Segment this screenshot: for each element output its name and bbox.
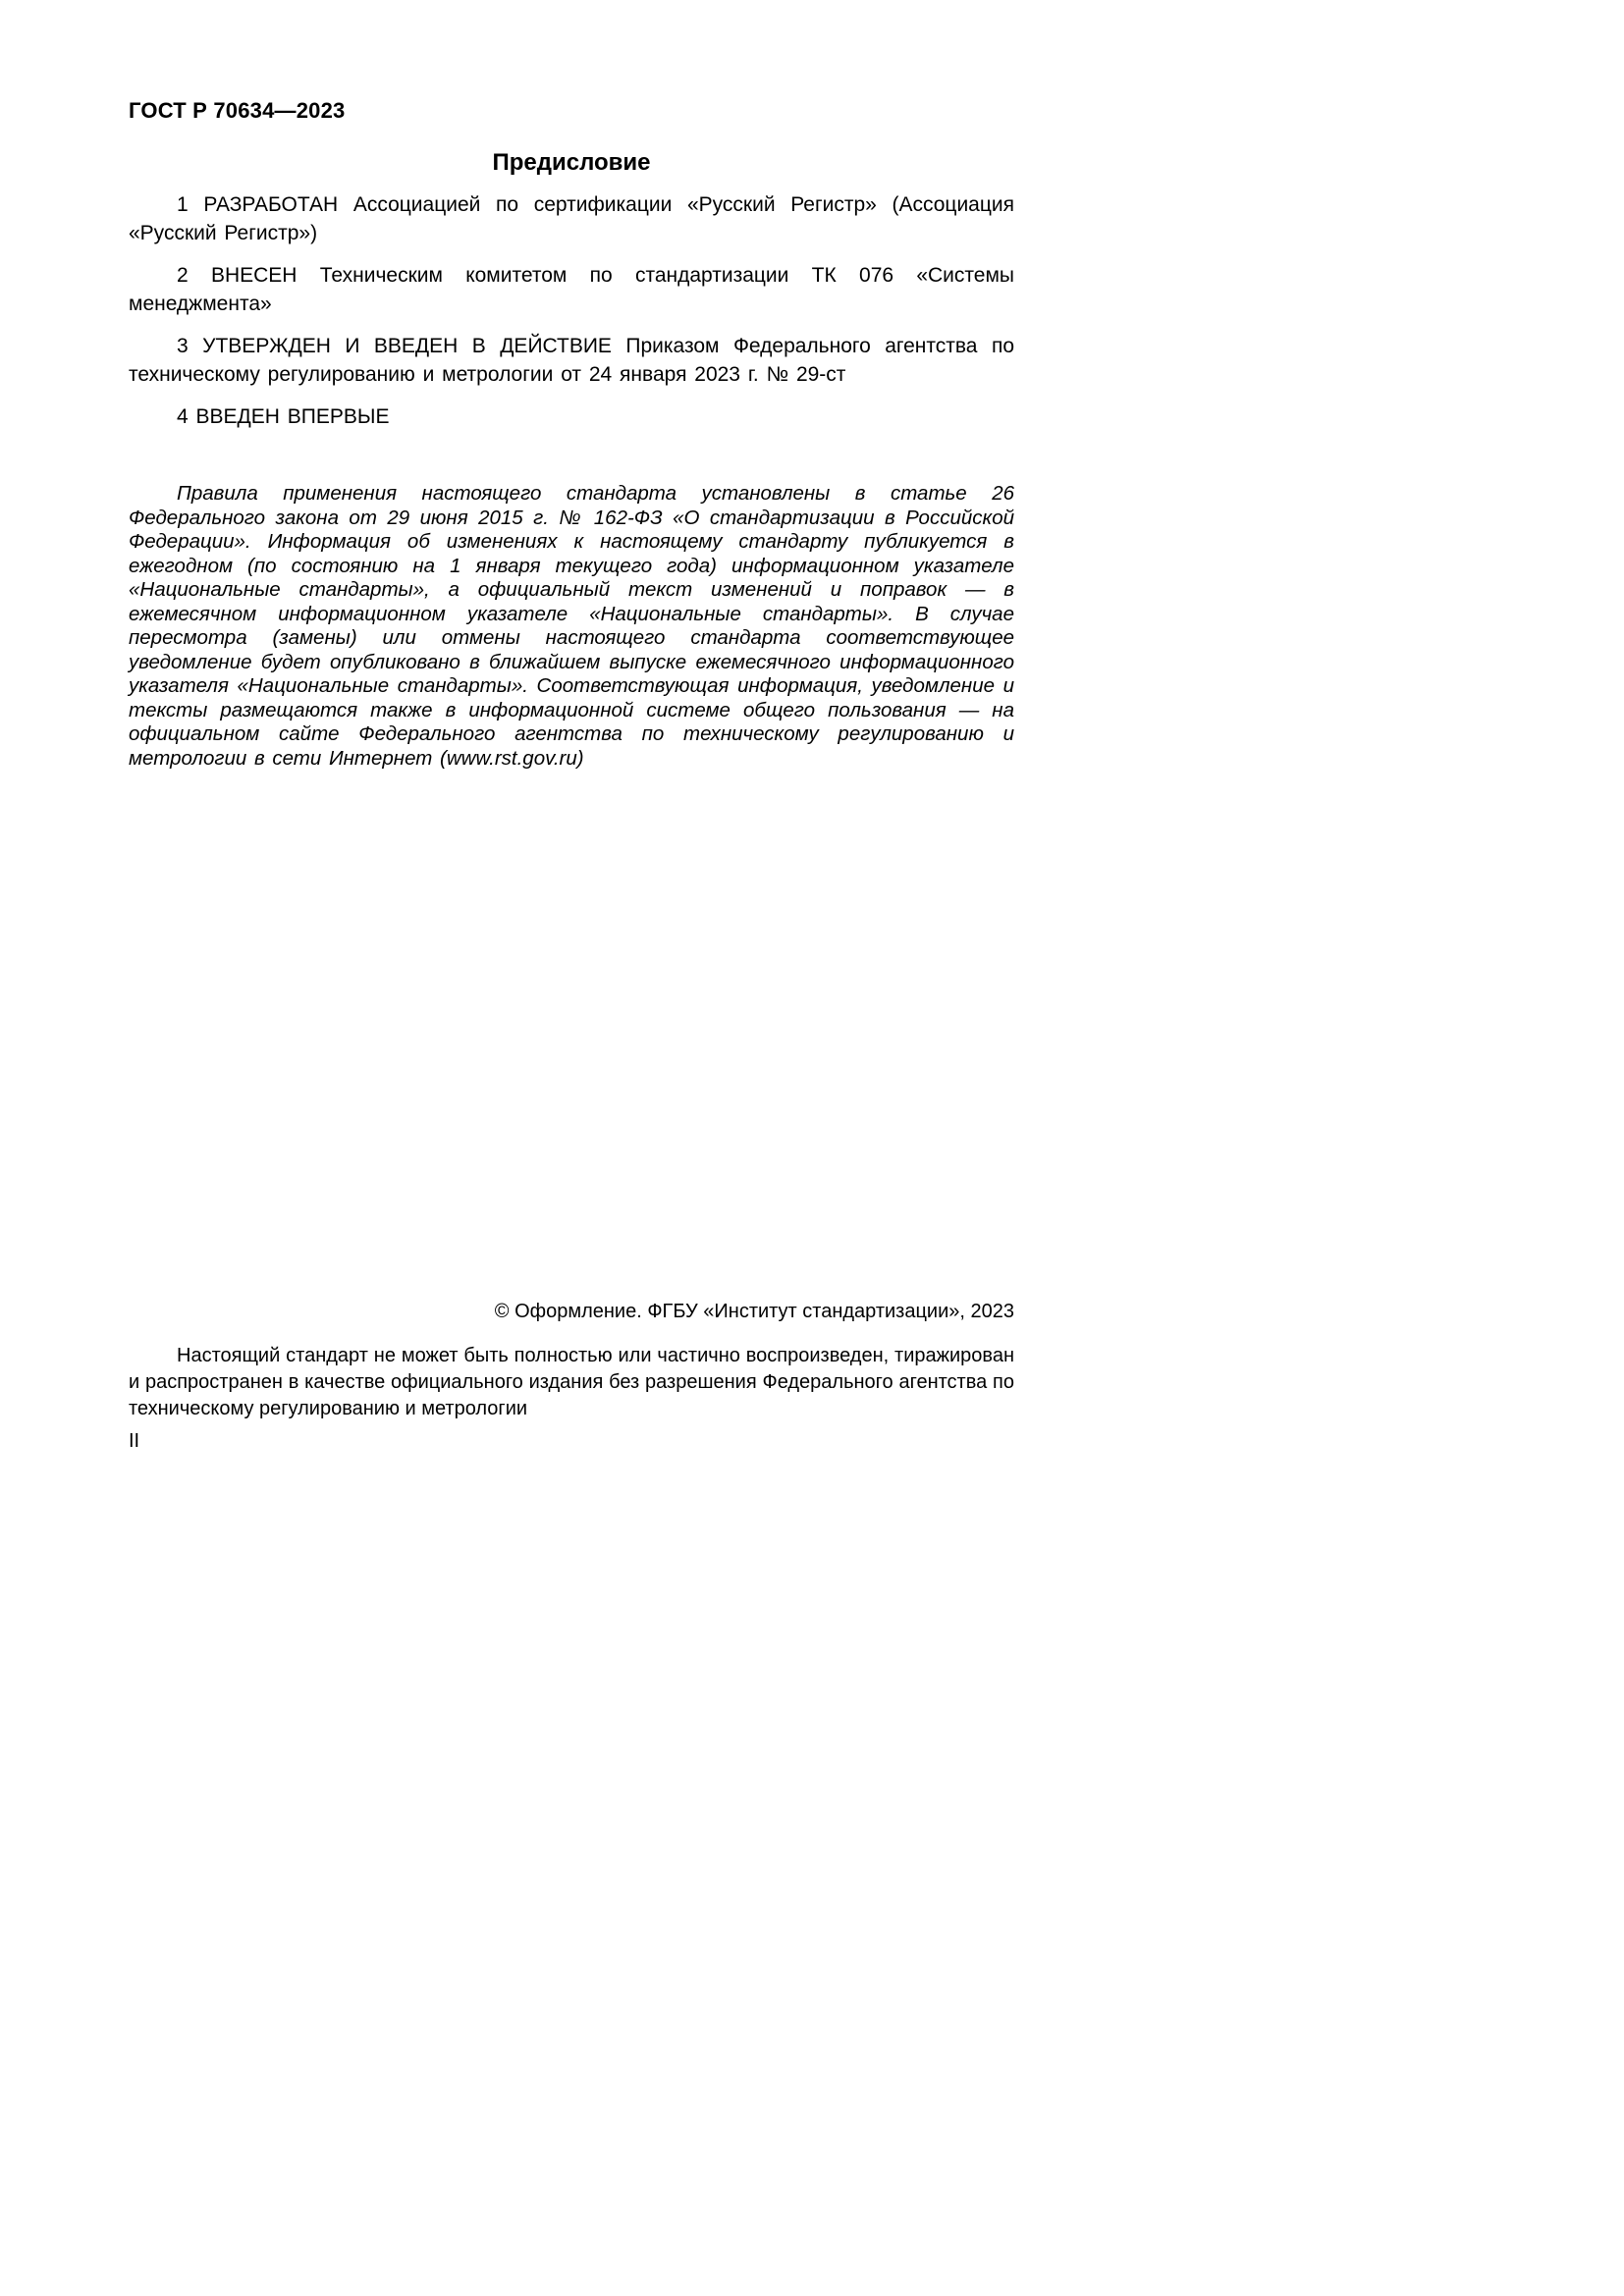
foreword-item-submitted: 2 ВНЕСЕН Техническим комитетом по стандартизации ТК 076 «Системы менеджмента» [129,264,1014,315]
foreword-item-developed: 1 РАЗРАБОТАН Ассоциацией по сертификации «Русский Регистр» (Ассоциация «Русский Регистр») [129,193,1014,244]
foreword-section [129,190,1014,431]
foreword-item-approved: 3 УТВЕРЖДЕН И ВВЕДЕН В ДЕЙСТВИЕ Приказом Федерального агентства по техническому регулированию и метрологии от 24 января 2023 г. № 29-ст [129,335,1014,386]
foreword-item-introduced: 4 ВВЕДЕН ВПЕРВЫЕ [177,405,390,428]
application-rules-paragraph: Правила применения настоящего стандарта установлены в статье 26 Федерального закона от 29 июня 2015 г. № 162-ФЗ «О стандартизации в Российской Федерации». Информация об изменениях к настоящему стандарту публикуется в ежегодном (по состоянию на 1 января текущего года) информационном указателе «Национальные стандарты», а официальный текст изменений и поправок — в ежемесячном информационном указателе «Национальные стандарты». В случае пересмотра (замены) или отмены настоящего стандарта соответствующее уведомление будет опубликовано в ближайшем выпуске ежемесячного информационного указателя «Национальные стандарты». Соответствующая информация, уведомление и тексты размещаются также в информационной системе общего пользования — на официальном сайте Федерального агентства по техническому регулированию и метрологии в сети Интернет (www.rst.gov.ru) [129,482,1014,770]
text-column [129,98,1014,1453]
document-code: ГОСТ Р 70634—2023 [129,98,346,123]
page-number: II [129,1430,140,1452]
page-title: Предисловие [492,149,651,176]
reproduction-note: Настоящий стандарт не может быть полностью или частично воспроизведен, тиражирован и распространен в качестве официального издания без разрешения Федерального агентства по техническому регулированию и метрологии [129,1345,1014,1419]
copyright-line: © Оформление. ФГБУ «Институт стандартизации», 2023 [494,1301,1014,1322]
